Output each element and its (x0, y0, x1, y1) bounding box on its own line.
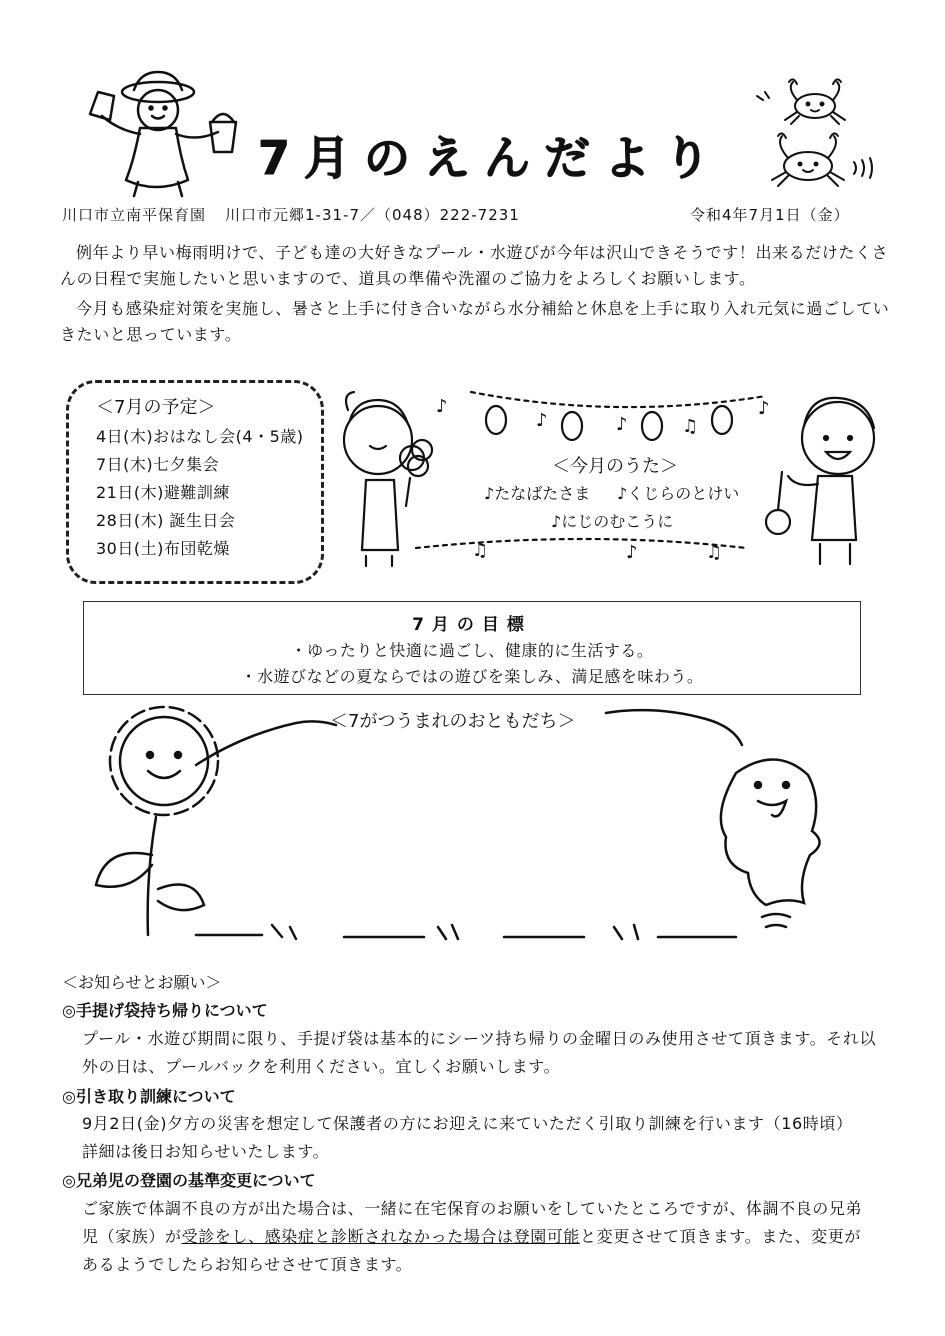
crab-illustration-bottom (750, 132, 880, 192)
notice-2-line: 詳細は後日お知らせいたします。 (82, 1142, 330, 1161)
schedule-item: 30日(土)布団乾燥 (96, 539, 230, 558)
notice-3-text: 児（家族）が (82, 1227, 182, 1246)
tanabata-decoration-illustration (326, 380, 886, 580)
issue-date: 令和4年7月1日（金） (690, 206, 850, 224)
notices-heading: ＜お知らせとお願い＞ (62, 973, 222, 992)
notice-3-line: あるようでしたらお知らせさせて頂きます。 (82, 1255, 413, 1274)
notice-2-line: 9月2日(金)夕方の災害を想定して保護者の方にお迎えに来ていただく引取り訓練を行います（16時頃） (82, 1114, 853, 1133)
notice-3-line-2 (82, 1223, 892, 1251)
song-item: ♪くじらのとけい (617, 484, 740, 503)
song-item: ♪たなばたさま (484, 484, 591, 503)
schedule-item: 28日(木) 誕生日会 (96, 511, 236, 530)
svg-text:♪: ♪ (758, 398, 770, 419)
school-name: 川口市立南平保育園 (62, 206, 207, 224)
schedule-title: ＜7月の予定＞ (96, 397, 216, 418)
school-address: 川口市元郷1-31-7／（048）222-7231 (225, 206, 520, 224)
goal-item: ・ゆったりと快適に過ごし、健康的に生活する。 (290, 641, 654, 660)
svg-text:♫: ♫ (472, 540, 489, 561)
sunflower-ghost-frame-illustration (86, 705, 846, 950)
svg-text:♪: ♪ (436, 396, 448, 417)
notice-1-line: プール・水遊び期間に限り、手提げ袋は基本的にシーツ持ち帰りの金曜日のみ使用させて頂きます。それ以 (82, 1029, 877, 1048)
svg-text:♫: ♫ (682, 416, 699, 437)
crab-illustration-top (755, 78, 865, 128)
notice-3-title: ◎兄弟児の登園の基準変更について (62, 1171, 316, 1190)
schedule-item: 4日(木)おはなし会(4・5歳) (96, 427, 304, 446)
intro-paragraph-2: 今月も感染症対策を実施し、暑さと上手に付き合いながら水分補給と休息を上手に取り入れ元気に過ごしていきたいと思っています。 (60, 299, 890, 344)
monthly-goals-box (83, 601, 861, 695)
intro-paragraph-1: 例年より早い梅雨明けで、子ども達の大好きなプール・水遊びが今年は沢山できそうです！出来るだけたくさんの日程で実施したいと思いますので、道具の準備や洗濯のご協力をよろしくお願いします。 (60, 243, 889, 288)
notice-1-title: ◎手提げ袋持ち帰りについて (62, 1001, 268, 1020)
schedule-item: 7日(木)七夕集会 (96, 455, 220, 474)
svg-text:♪: ♪ (536, 410, 548, 431)
song-title: ＜今月のうた＞ (552, 456, 678, 477)
song-item: ♪にじのむこうに (551, 512, 674, 531)
notice-3-text: と変更させて頂きます。また、変更が (580, 1227, 861, 1246)
notice-3-line: ご家族で体調不良の方が出た場合は、一緒に在宅保育のお願いをしていたところですが、体調不良の兄弟 (82, 1199, 863, 1218)
notice-3-underlined-text: 受診をし、感染症と診断されなかった場合は登園可能 (181, 1227, 581, 1246)
notice-1-line: 外の日は、プールバックを利用ください。宜しくお願いします。 (82, 1057, 561, 1076)
goals-title: 7月の目標 (412, 615, 532, 635)
birthday-title: ＜7がつうまれのおともだち＞ (330, 711, 576, 732)
notice-2-title: ◎引き取り訓練について (62, 1087, 236, 1106)
child-with-bucket-illustration (78, 70, 248, 200)
newsletter-title: 7月のえんだより (258, 131, 725, 185)
svg-text:♫: ♫ (706, 542, 723, 563)
svg-text:♪: ♪ (616, 414, 628, 435)
schedule-item: 21日(木)避難訓練 (96, 483, 230, 502)
svg-text:♪: ♪ (626, 542, 638, 563)
goal-item: ・水遊びなどの夏ならではの遊びを楽しみ、満足感を味わう。 (240, 667, 704, 686)
